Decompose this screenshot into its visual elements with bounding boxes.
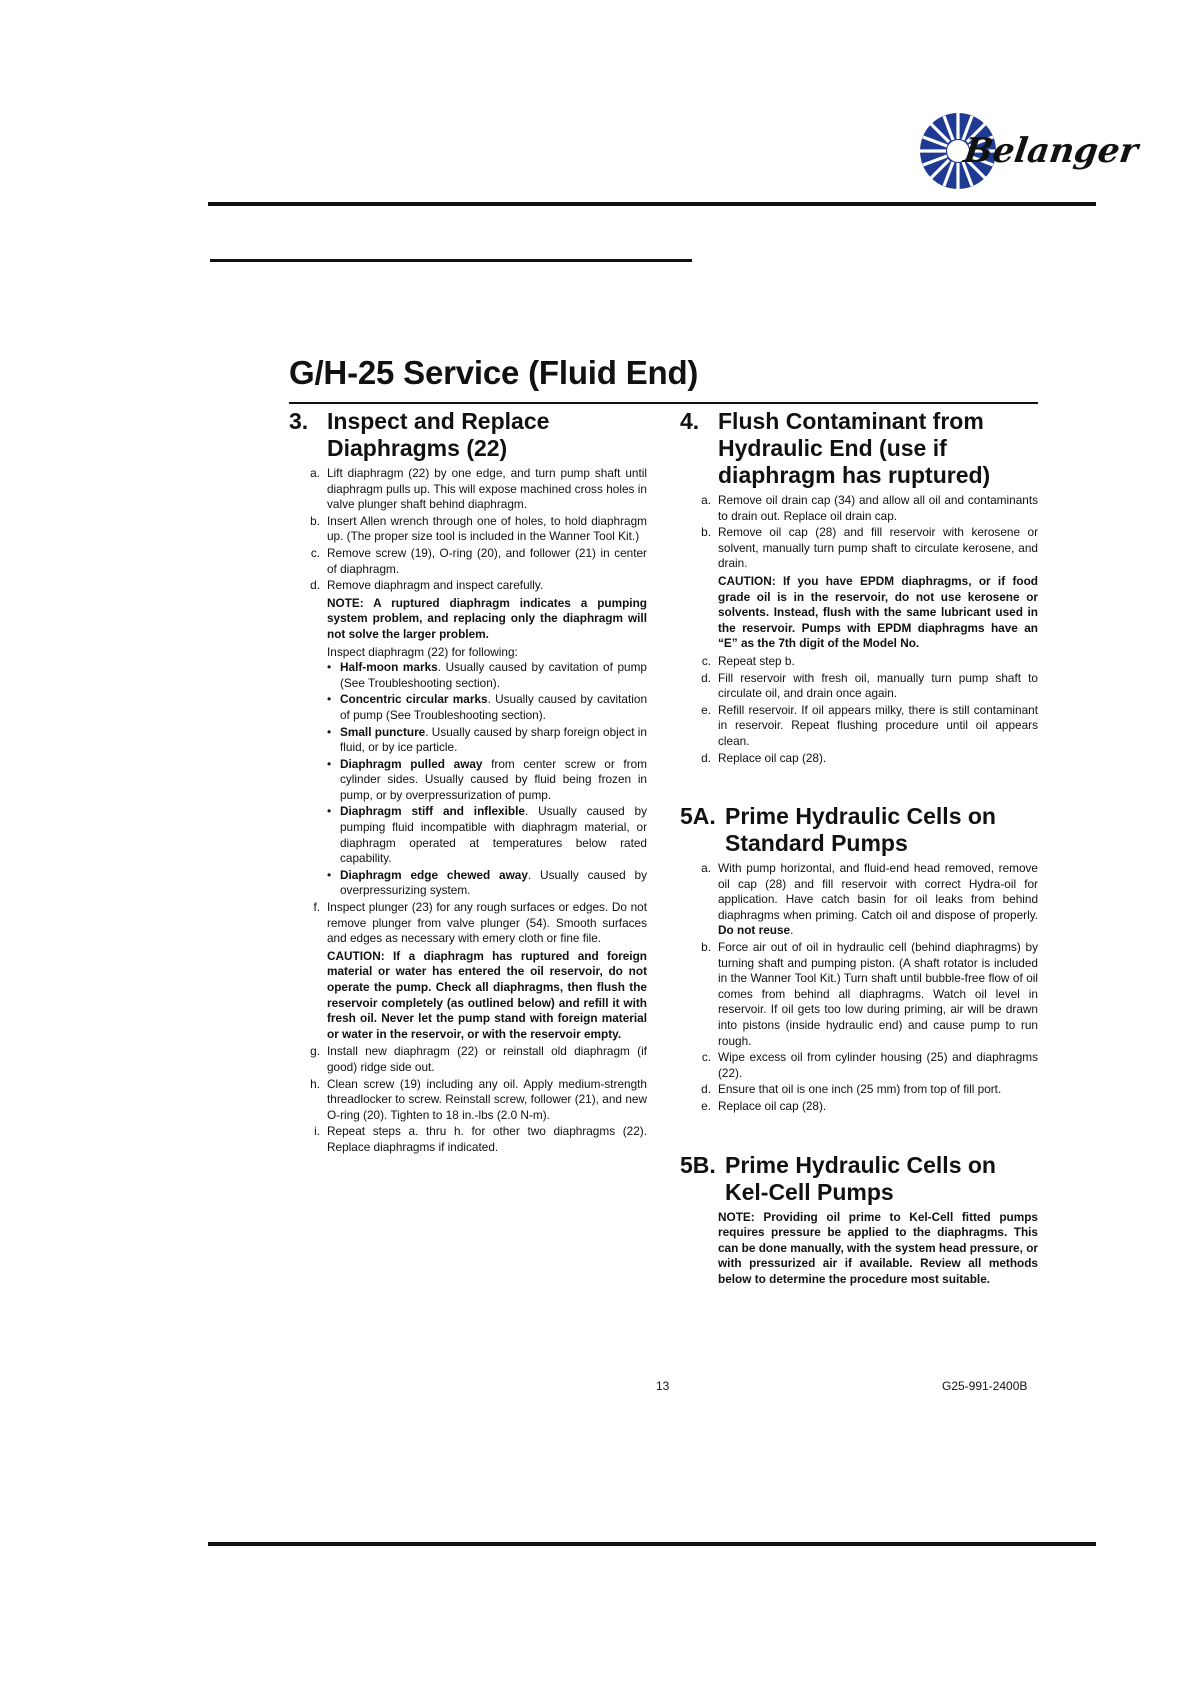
step-b <box>680 940 1038 1049</box>
step-text: Wipe excess oil from cylinder housing (25) and diaphragms (22). <box>718 1050 1038 1080</box>
step-e <box>680 703 1038 750</box>
step-text: Remove diaphragm and inspect carefully. <box>327 578 544 593</box>
bullet-dot: • <box>327 756 332 771</box>
bullet-item <box>327 725 647 756</box>
step-h <box>289 1077 647 1124</box>
step-text: Replace oil cap (28). <box>718 1099 827 1113</box>
step-text-end: . <box>790 923 794 938</box>
step-d <box>680 671 1038 702</box>
right-column <box>680 408 1038 1290</box>
step-a <box>680 493 1038 524</box>
bullet-term: Diaphragm pulled away <box>340 756 483 771</box>
step-d <box>289 578 647 594</box>
step-text: Fill reservoir with fresh oil, manually turn pump shaft to circulate oil, and drain once again. <box>718 670 1038 701</box>
step-letter: d. <box>310 578 320 593</box>
step-text: Install new diaphragm (22) or reinstall old diaphragm (if good) ridge side out. <box>327 1044 647 1074</box>
step-letter: c. <box>310 545 320 560</box>
section-number: 5A. <box>680 803 716 830</box>
bullet-item <box>327 868 647 899</box>
step-b <box>680 525 1038 572</box>
step-text: Force air out of oil in hydraulic cell (behind diaphragms) by turning shaft and pumping piston. (A shaft rotator is included in the Wanner Tool Kit.) Turn shaft until bubble-free flow of oil comes from behind all diaphragms. Watch oil level in reservoir. If oil gets too low during priming, air will be drawn into pistons (inside hydraulic end) and cause pump to run rough. <box>718 940 1038 1048</box>
section-4-heading <box>680 408 1038 489</box>
step-letter: b. <box>310 513 320 528</box>
step-d-replace <box>680 751 1038 767</box>
step-text: Ensure that oil is one inch (25 mm) from top of fill port. <box>718 1082 1002 1097</box>
bullet-dot: • <box>327 724 332 739</box>
bottom-rule <box>208 1542 1096 1546</box>
section-number: 4. <box>680 408 700 434</box>
section-title: Prime Hydraulic Cells on Standard Pumps <box>725 803 996 857</box>
belanger-logo <box>918 110 1141 192</box>
note-kel-cell: NOTE: Providing oil prime to Kel-Cell fitted pumps requires pressure be applied to the diaphragms. This can be done manually, with the system head pressure, or with pressurized air if available. Review all methods below to determine the procedure most suitable. <box>718 1209 1038 1286</box>
step-letter: h. <box>310 1076 320 1091</box>
bullet-term: Half-moon marks <box>340 660 438 675</box>
step-text: Remove screw (19), O-ring (20), and follower (21) in center of diaphragm. <box>327 545 647 576</box>
bullet-text: . Usually caused by sharp foreign object in fluid, or by ice particle. <box>340 724 647 755</box>
step-d <box>680 1082 1038 1098</box>
caution-epdm: CAUTION: If you have EPDM diaphragms, or if food grade oil is in the reservoir, do not use kerosene or solvents. Instead, flush with the same lubricant used in the reservoir. Pumps with EPDM diaphragms have an “E” as the 7th digit of the Model No. <box>718 573 1038 651</box>
bullet-text: . Usually caused by pumping fluid incompatible with diaphragm material, or diaphragm operated at temperatures below rated capability. <box>340 804 647 866</box>
step-f <box>289 900 647 947</box>
bullet-text: . Usually caused by cavitation of pump (See Troubleshooting section). <box>340 692 648 722</box>
page-title: G/H-25 Service (Fluid End) <box>289 354 699 391</box>
step-letter: c. <box>701 1050 711 1065</box>
short-rule <box>210 259 692 262</box>
step-letter: a. <box>701 493 711 507</box>
step-text: Refill reservoir. If oil appears milky, there is still contaminant in reservoir. Repeat flushing procedure until oil appears clean. <box>718 702 1038 748</box>
step-text: With pump horizontal, and fluid-end head removed, remove oil cap (28) and fill reservoir with correct Hydra-oil for application. Have catch basin for oil leaks from behind diaphragms when priming. Catch oil and dispose of properly. <box>718 861 1038 922</box>
section-5a-heading <box>680 803 1038 857</box>
step-e <box>680 1099 1038 1115</box>
bullet-item <box>327 660 647 691</box>
step-letter: d. <box>701 1082 711 1097</box>
step-letter: g. <box>310 1044 320 1059</box>
step-a <box>680 861 1038 939</box>
title-rule <box>289 402 1038 404</box>
bullet-dot: • <box>327 804 332 819</box>
step-i <box>289 1124 647 1155</box>
bullet-dot: • <box>327 692 332 707</box>
section-5b-heading <box>680 1152 1038 1206</box>
step-text: Inspect plunger (23) for any rough surfaces or edges. Do not remove plunger from valve plunger (54). Smooth surfaces and edges as necessary with emery cloth or fine file. <box>327 900 647 946</box>
caution-ruptured: CAUTION: If a diaphragm has ruptured and foreign material or water has entered the oil reservoir, do not operate the pump. Check all diaphragms, then flush the reservoir completely (as outlined below) and refill it with fresh oil. Never let the pump stand with foreign material or water in the reservoir, or with the reservoir empty. <box>327 948 647 1041</box>
bullet-dot: • <box>327 660 332 675</box>
document-code: G25-991-2400B <box>942 1379 1028 1393</box>
step-text: Insert Allen wrench through one of holes, to hold diaphragm up. (The proper size tool is included in the Wanner Tool Kit.) <box>327 513 647 544</box>
page-number: 13 <box>656 1379 670 1393</box>
step-emphasis: Do not reuse <box>718 923 791 938</box>
bullet-term: Small puncture <box>340 724 426 739</box>
bullet-item <box>327 692 647 723</box>
step-letter: e. <box>701 1099 711 1113</box>
step-letter: i. <box>314 1124 320 1139</box>
step-text: Remove oil drain cap (34) and allow all oil and contaminants to drain out. Replace oil drain cap. <box>718 493 1038 523</box>
bullet-text: . Usually caused by overpressurizing system. <box>340 867 647 898</box>
step-letter: b. <box>701 525 711 540</box>
step-c <box>680 654 1038 670</box>
section-title: Inspect and Replace Diaphragms (22) <box>327 408 550 461</box>
bullet-dot: • <box>327 867 332 882</box>
logo-wordmark: Belanger <box>961 131 1141 171</box>
section-title: Flush Contaminant from Hydraulic End (use if diaphragm has ruptured) <box>718 408 991 488</box>
step-text: Repeat steps a. thru h. for other two diaphragms (22). Replace diaphragms if indicated. <box>327 1124 647 1154</box>
left-column <box>289 408 647 1157</box>
step-letter: d. <box>701 750 711 765</box>
step-letter: a. <box>701 861 711 876</box>
step-c <box>680 1050 1038 1081</box>
bullet-text: from center screw or from cylinder sides. Usually caused by fluid being frozen in pump, or by overpressurization of pump. <box>340 756 647 802</box>
step-a <box>289 466 647 513</box>
section-number: 3. <box>289 408 309 434</box>
step-g <box>289 1044 647 1075</box>
bullet-item <box>327 804 647 866</box>
step-text: Remove oil cap (28) and fill reservoir with kerosene or solvent, manually turn pump shaft to circulate kerosene, and drain. <box>718 525 1038 571</box>
bullet-item <box>327 757 647 804</box>
note-ruptured-diaphragm: NOTE: A ruptured diaphragm indicates a pumping system problem, and replacing only the diaphragm will not solve the larger problem. <box>327 595 647 641</box>
bullet-term: Diaphragm edge chewed away <box>340 867 528 882</box>
step-text: Replace oil cap (28). <box>718 750 827 765</box>
step-letter: d. <box>701 670 711 685</box>
step-letter: a. <box>310 466 320 480</box>
step-b <box>289 514 647 545</box>
step-text: Repeat step b. <box>718 653 795 668</box>
step-text: Clean screw (19) including any oil. Apply medium-strength threadlocker to screw. Reinstall screw, follower (21), and new O-ring (20). Tighten to 18 in.-lbs (2.0 N-m). <box>327 1076 647 1122</box>
inspect-intro: Inspect diaphragm (22) for following: <box>327 644 518 659</box>
step-letter: f. <box>313 900 320 915</box>
top-rule <box>208 202 1096 206</box>
bullet-term: Concentric circular marks <box>340 692 488 707</box>
section-3-heading <box>289 408 647 462</box>
step-text: Lift diaphragm (22) by one edge, and turn pump shaft until diaphragm pulls up. This will expose machined cross holes in valve plunger shaft behind diaphragm. <box>327 466 647 512</box>
section-title: Prime Hydraulic Cells on Kel-Cell Pumps <box>725 1151 996 1205</box>
bullet-text: . Usually caused by cavitation of pump (See Troubleshooting section). <box>340 660 647 690</box>
step-letter: b. <box>701 940 711 955</box>
step-c <box>289 546 647 577</box>
bullet-term: Diaphragm stiff and inflexible <box>340 804 525 819</box>
step-letter: e. <box>701 702 711 717</box>
section-number: 5B. <box>680 1151 716 1178</box>
step-letter: c. <box>701 653 711 668</box>
